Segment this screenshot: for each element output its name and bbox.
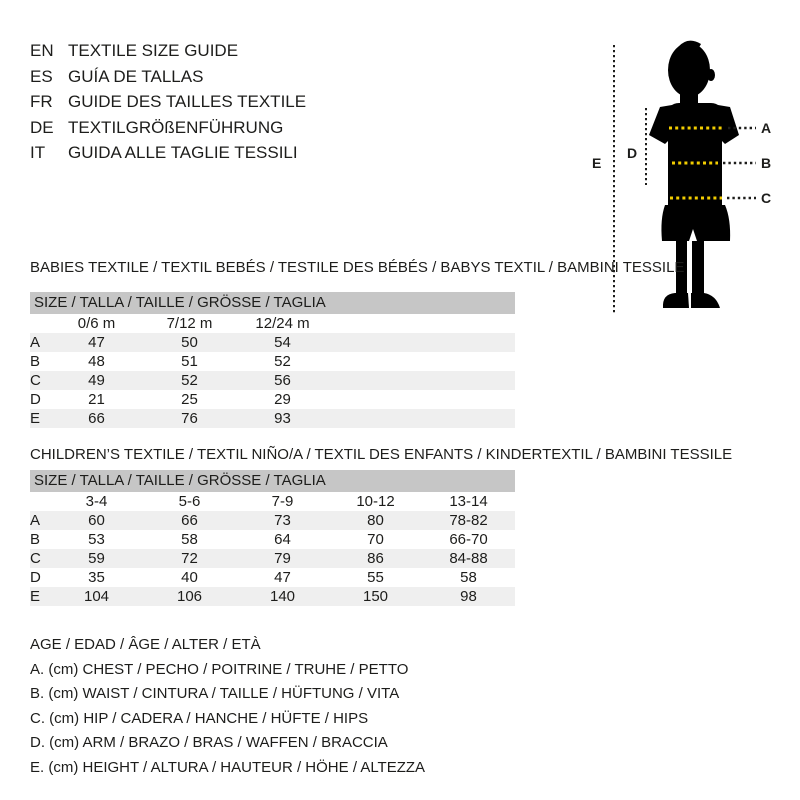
table-cell: 70 [367,531,384,548]
table-cell: 86 [367,550,384,567]
table-cell: 55 [367,569,384,586]
column-header: 7-9 [271,493,294,510]
table-cell: 21 [88,391,105,408]
table-cell: 66 [181,512,198,529]
legend-waist-line: B. (cm) WAIST / CINTURA / TAILLE / HÜFTUNG / VITA [30,685,400,702]
row-label: E [30,410,41,427]
figure-label-a: A [761,120,772,136]
row-label: C [30,550,41,567]
table-cell: 140 [269,588,296,605]
language-row-de [30,115,306,141]
row-label: A [30,334,41,351]
table-cell: 79 [274,550,291,567]
table-row [30,587,515,606]
babies-section-heading: BABIES TEXTILE / TEXTIL BEBÉS / TESTILE DES BÉBÉS / BABYS TEXTIL / BAMBINI TESSILE [30,259,685,276]
table-cell: 52 [181,372,198,389]
legend-height-line: E. (cm) HEIGHT / ALTURA / HAUTEUR / HÖHE / ALTEZZA [30,758,426,776]
language-row-en [30,38,306,64]
table-cell: 93 [274,410,291,427]
table-cell: 48 [88,353,105,370]
row-label: B [30,353,41,370]
language-title: TEXTILE SIZE GUIDE [68,41,239,60]
table-row [30,352,515,371]
table-cell: 76 [181,410,198,427]
table-cell: 150 [362,588,389,605]
row-label: D [30,569,41,586]
table-row [30,371,515,390]
table-cell: 72 [181,550,198,567]
table-row [30,568,515,587]
legend-chest-line: A. (cm) CHEST / PECHO / POITRINE / TRUHE / PETTO [30,660,409,678]
table-cell: 59 [88,550,105,567]
table-cell: 60 [88,512,105,529]
table-cell: 50 [181,334,198,351]
table-cell: 54 [274,334,291,351]
language-code: EN [30,41,54,60]
language-title-list [30,38,306,166]
table-row [30,549,515,568]
children-column-header-row [30,492,515,511]
table-cell: 47 [274,569,291,586]
row-label: B [30,531,41,548]
table-cell: 25 [181,391,198,408]
column-header: 7/12 m [166,315,213,332]
table-cell: 98 [460,588,477,605]
table-cell: 84-88 [449,550,488,567]
language-row-es [30,64,306,90]
language-code: IT [30,143,46,162]
language-title: GUÍA DE TALLAS [68,66,204,86]
language-title: GUIDA ALLE TAGLIE TESSILI [68,143,298,162]
table-cell: 78-82 [449,512,488,529]
row-label: E [30,588,41,605]
language-row-it [30,140,306,166]
table-cell: 56 [274,372,291,389]
column-header: 12/24 m [255,315,310,332]
table-cell: 64 [274,531,291,548]
table-cell: 104 [83,588,110,605]
language-code: FR [30,92,53,111]
column-header: 0/6 m [77,315,116,332]
babies-size-header-bar: SIZE / TALLA / TAILLE / GRÖSSE / TAGLIA [30,292,515,314]
legend-hip-line: C. (cm) HIP / CADERA / HANCHE / HÜFTE / HIPS [30,709,369,727]
babies-column-header-row [30,314,515,333]
table-row [30,333,515,352]
figure-label-c: C [761,190,772,206]
table-cell: 106 [176,588,203,605]
language-title: TEXTILGRÖßENFÜHRUNG [68,117,284,137]
table-row [30,390,515,409]
column-header: 3-4 [85,493,108,510]
figure-label-b: B [761,155,772,171]
table-cell: 80 [367,512,384,529]
table-cell: 52 [274,353,291,370]
row-label: A [30,512,41,529]
table-row [30,409,515,428]
language-code: DE [30,117,54,137]
column-header: 5-6 [178,493,201,510]
column-header: 13-14 [449,493,488,510]
language-title: GUIDE DES TAILLES TEXTILE [68,92,307,111]
table-row [30,511,515,530]
table-cell: 66 [88,410,105,427]
children-section-heading: CHILDREN’S TEXTILE / TEXTIL NIÑO/A / TEXTIL DES ENFANTS / KINDERTEXTIL / BAMBINI TESSILE [30,446,733,463]
language-row-fr [30,89,306,115]
legend-age-line: AGE / EDAD / ÂGE / ALTER / ETÀ [30,636,261,653]
table-cell: 73 [274,512,291,529]
row-label: C [30,372,41,389]
row-label: D [30,391,41,408]
table-row [30,530,515,549]
babies-size-table [30,292,515,428]
legend-arm-line: D. (cm) ARM / BRAZO / BRAS / WAFFEN / BRACCIA [30,734,388,751]
column-header: 10-12 [356,493,395,510]
table-cell: 40 [181,569,198,586]
table-cell: 58 [460,569,477,586]
figure-label-d: D [627,145,638,161]
table-cell: 58 [181,531,198,548]
children-size-table [30,470,515,606]
table-cell: 66-70 [449,531,488,548]
table-cell: 49 [88,372,105,389]
table-cell: 51 [181,353,198,370]
measurement-legend [30,633,425,780]
table-cell: 29 [274,391,291,408]
table-cell: 47 [88,334,105,351]
language-code: ES [30,66,53,86]
figure-label-e: E [592,155,602,171]
table-cell: 53 [88,531,105,548]
table-cell: 35 [88,569,105,586]
children-size-header-bar: SIZE / TALLA / TAILLE / GRÖSSE / TAGLIA [30,470,515,492]
